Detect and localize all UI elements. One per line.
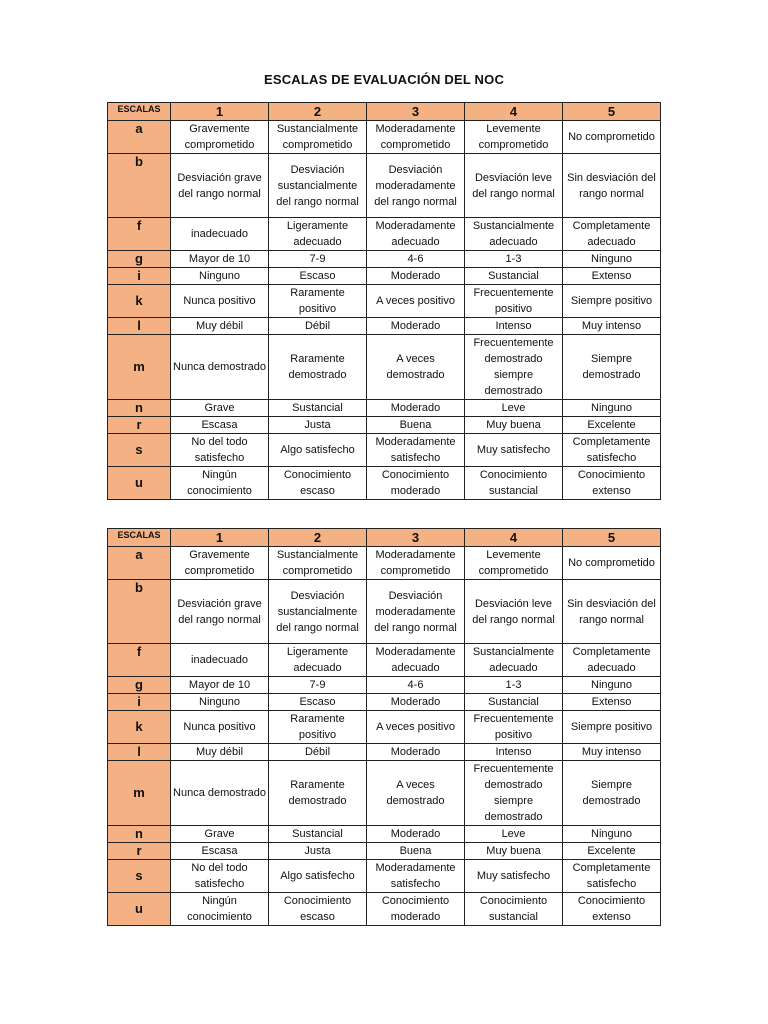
scale-cell: Ninguno	[171, 268, 269, 285]
scale-cell: Leve	[465, 826, 563, 843]
scale-cell: Sustancialmente adecuado	[465, 644, 563, 677]
scale-cell: Moderado	[367, 268, 465, 285]
scale-cell: Muy débil	[171, 744, 269, 761]
scale-cell: Débil	[269, 744, 367, 761]
scale-key: i	[108, 268, 171, 285]
scale-cell: Frecuentemente positivo	[465, 285, 563, 318]
scale-key: g	[108, 677, 171, 694]
scale-cell: Desviación moderadamente del rango normal	[367, 154, 465, 218]
header-level-2: 2	[269, 103, 367, 121]
scale-key: i	[108, 694, 171, 711]
scale-cell: Completamente adecuado	[563, 218, 661, 251]
scale-cell: Sin desviación del rango normal	[563, 580, 661, 644]
scale-cell: Conocimiento moderado	[367, 893, 465, 926]
scale-cell: Muy buena	[465, 417, 563, 434]
scale-cell: A veces demostrado	[367, 335, 465, 400]
header-row	[108, 103, 661, 121]
scale-cell: Mayor de 10	[171, 677, 269, 694]
noc-scale-table-copy	[107, 528, 661, 926]
scale-key: s	[108, 434, 171, 467]
scale-cell: Extenso	[563, 268, 661, 285]
scale-cell: Sustancial	[465, 268, 563, 285]
scale-cell: Levemente comprometido	[465, 547, 563, 580]
table-row	[108, 744, 661, 761]
scale-cell: Ningún conocimiento	[171, 893, 269, 926]
table-row	[108, 761, 661, 826]
table-row	[108, 154, 661, 218]
scale-key: n	[108, 400, 171, 417]
page-title: ESCALAS DE EVALUACIÓN DEL NOC	[263, 72, 505, 87]
scale-cell: Ligeramente adecuado	[269, 218, 367, 251]
scale-cell: Muy intenso	[563, 318, 661, 335]
scale-cell: 1-3	[465, 251, 563, 268]
scale-cell: 4-6	[367, 251, 465, 268]
scale-cell: Raramente demostrado	[269, 335, 367, 400]
scale-cell: Excelente	[563, 417, 661, 434]
scale-cell: Frecuentemente demostrado siempre demostrado	[465, 761, 563, 826]
scale-cell: Ninguno	[563, 677, 661, 694]
scale-key: f	[108, 644, 171, 677]
scale-cell: Muy débil	[171, 318, 269, 335]
scale-cell: No comprometido	[563, 121, 661, 154]
scale-cell: Frecuentemente demostrado siempre demostrado	[465, 335, 563, 400]
scale-cell: Ninguno	[563, 400, 661, 417]
scale-cell: Ninguno	[171, 694, 269, 711]
scale-cell: Algo satisfecho	[269, 434, 367, 467]
scale-cell: Moderadamente adecuado	[367, 644, 465, 677]
scale-key: n	[108, 826, 171, 843]
header-level-1: 1	[171, 103, 269, 121]
header-level-4: 4	[465, 103, 563, 121]
scale-cell: Nunca demostrado	[171, 761, 269, 826]
table-row	[108, 400, 661, 417]
header-row	[108, 529, 661, 547]
table-row	[108, 268, 661, 285]
scale-cell: Desviación grave del rango normal	[171, 580, 269, 644]
table-row	[108, 547, 661, 580]
scale-cell: Extenso	[563, 694, 661, 711]
scale-cell: Muy intenso	[563, 744, 661, 761]
scale-cell: Conocimiento escaso	[269, 893, 367, 926]
table-row	[108, 843, 661, 860]
scale-cell: Justa	[269, 843, 367, 860]
scale-cell: Conocimiento extenso	[563, 467, 661, 500]
scale-cell: Escaso	[269, 268, 367, 285]
scale-key: s	[108, 860, 171, 893]
table-row	[108, 826, 661, 843]
scale-key: r	[108, 417, 171, 434]
scale-cell: 7-9	[269, 251, 367, 268]
header-escalas: ESCALAS	[108, 103, 171, 121]
scale-key: m	[108, 761, 171, 826]
scale-cell: Conocimiento extenso	[563, 893, 661, 926]
table-row	[108, 251, 661, 268]
scale-key: r	[108, 843, 171, 860]
scale-cell: Desviación sustancialmente del rango normal	[269, 580, 367, 644]
scale-cell: A veces positivo	[367, 711, 465, 744]
scale-cell: No del todo satisfecho	[171, 434, 269, 467]
scale-key: f	[108, 218, 171, 251]
scale-cell: No del todo satisfecho	[171, 860, 269, 893]
table-row	[108, 677, 661, 694]
scale-cell: Gravemente comprometido	[171, 121, 269, 154]
table-row	[108, 434, 661, 467]
scale-cell: Raramente demostrado	[269, 761, 367, 826]
scale-cell: Leve	[465, 400, 563, 417]
scale-key: b	[108, 154, 171, 218]
scale-key: u	[108, 467, 171, 500]
table-row	[108, 893, 661, 926]
header-level-3: 3	[367, 103, 465, 121]
scale-cell: Raramente positivo	[269, 285, 367, 318]
scale-cell: Ninguno	[563, 826, 661, 843]
header-escalas: ESCALAS	[108, 529, 171, 547]
scale-key: a	[108, 121, 171, 154]
scale-cell: Frecuentemente positivo	[465, 711, 563, 744]
table-row	[108, 860, 661, 893]
noc-scale-table	[107, 102, 661, 500]
scale-key: k	[108, 285, 171, 318]
scale-cell: Nunca positivo	[171, 285, 269, 318]
scale-cell: inadecuado	[171, 218, 269, 251]
table-row	[108, 121, 661, 154]
scale-key: m	[108, 335, 171, 400]
scale-cell: Conocimiento moderado	[367, 467, 465, 500]
table-row	[108, 335, 661, 400]
scale-cell: Conocimiento sustancial	[465, 893, 563, 926]
scale-key: a	[108, 547, 171, 580]
scale-cell: Moderado	[367, 744, 465, 761]
scale-cell: Sustancial	[269, 400, 367, 417]
scale-cell: inadecuado	[171, 644, 269, 677]
scale-cell: Nunca positivo	[171, 711, 269, 744]
scale-cell: Desviación leve del rango normal	[465, 154, 563, 218]
scale-key: l	[108, 744, 171, 761]
scale-cell: A veces demostrado	[367, 761, 465, 826]
table-row	[108, 711, 661, 744]
scale-key: u	[108, 893, 171, 926]
table-row	[108, 580, 661, 644]
header-level-4: 4	[465, 529, 563, 547]
scale-cell: Desviación moderadamente del rango normal	[367, 580, 465, 644]
scale-cell: Sustancialmente comprometido	[269, 121, 367, 154]
scale-cell: Mayor de 10	[171, 251, 269, 268]
scale-cell: Conocimiento sustancial	[465, 467, 563, 500]
scale-cell: Nunca demostrado	[171, 335, 269, 400]
header-level-2: 2	[269, 529, 367, 547]
table-row	[108, 694, 661, 711]
scale-cell: Grave	[171, 400, 269, 417]
scale-cell: Completamente satisfecho	[563, 434, 661, 467]
scale-cell: Excelente	[563, 843, 661, 860]
scale-cell: 7-9	[269, 677, 367, 694]
table-row	[108, 417, 661, 434]
scale-cell: A veces positivo	[367, 285, 465, 318]
scale-cell: Levemente comprometido	[465, 121, 563, 154]
scale-cell: Escaso	[269, 694, 367, 711]
scale-cell: Completamente satisfecho	[563, 860, 661, 893]
scale-cell: Moderado	[367, 694, 465, 711]
scale-cell: Gravemente comprometido	[171, 547, 269, 580]
scale-cell: Moderado	[367, 400, 465, 417]
table-row	[108, 644, 661, 677]
scale-cell: Sustancialmente comprometido	[269, 547, 367, 580]
scale-cell: Buena	[367, 417, 465, 434]
scale-cell: Siempre positivo	[563, 285, 661, 318]
scale-key: l	[108, 318, 171, 335]
scale-cell: Muy buena	[465, 843, 563, 860]
scale-cell: Sustancial	[465, 694, 563, 711]
scale-cell: Ningún conocimiento	[171, 467, 269, 500]
scale-cell: Moderadamente comprometido	[367, 121, 465, 154]
scale-cell: Moderadamente satisfecho	[367, 860, 465, 893]
scale-cell: Intenso	[465, 318, 563, 335]
scale-cell: Conocimiento escaso	[269, 467, 367, 500]
scale-cell: Intenso	[465, 744, 563, 761]
table-row	[108, 218, 661, 251]
scale-cell: Sustancial	[269, 826, 367, 843]
scale-cell: Siempre positivo	[563, 711, 661, 744]
table-row	[108, 285, 661, 318]
scale-cell: Muy satisfecho	[465, 434, 563, 467]
scale-cell: Escasa	[171, 843, 269, 860]
scale-cell: Ligeramente adecuado	[269, 644, 367, 677]
scale-cell: Sin desviación del rango normal	[563, 154, 661, 218]
scale-cell: Siempre demostrado	[563, 761, 661, 826]
scale-key: g	[108, 251, 171, 268]
scale-cell: Escasa	[171, 417, 269, 434]
scale-cell: Justa	[269, 417, 367, 434]
scale-cell: Buena	[367, 843, 465, 860]
scale-cell: Raramente positivo	[269, 711, 367, 744]
scale-cell: Siempre demostrado	[563, 335, 661, 400]
scale-cell: Sustancialmente adecuado	[465, 218, 563, 251]
scale-cell: 4-6	[367, 677, 465, 694]
scale-cell: Muy satisfecho	[465, 860, 563, 893]
scale-cell: Grave	[171, 826, 269, 843]
scale-cell: Moderadamente adecuado	[367, 218, 465, 251]
scale-cell: Completamente adecuado	[563, 644, 661, 677]
header-level-3: 3	[367, 529, 465, 547]
scale-cell: Moderado	[367, 826, 465, 843]
scale-cell: Desviación grave del rango normal	[171, 154, 269, 218]
table-row	[108, 318, 661, 335]
scale-key: b	[108, 580, 171, 644]
scale-key: k	[108, 711, 171, 744]
scale-cell: Débil	[269, 318, 367, 335]
scale-cell: 1-3	[465, 677, 563, 694]
table-row	[108, 467, 661, 500]
header-level-5: 5	[563, 103, 661, 121]
scale-cell: No comprometido	[563, 547, 661, 580]
scale-cell: Algo satisfecho	[269, 860, 367, 893]
scale-cell: Desviación leve del rango normal	[465, 580, 563, 644]
header-level-5: 5	[563, 529, 661, 547]
scale-cell: Ninguno	[563, 251, 661, 268]
scale-cell: Desviación sustancialmente del rango normal	[269, 154, 367, 218]
scale-cell: Moderado	[367, 318, 465, 335]
scale-cell: Moderadamente satisfecho	[367, 434, 465, 467]
header-level-1: 1	[171, 529, 269, 547]
scale-cell: Moderadamente comprometido	[367, 547, 465, 580]
